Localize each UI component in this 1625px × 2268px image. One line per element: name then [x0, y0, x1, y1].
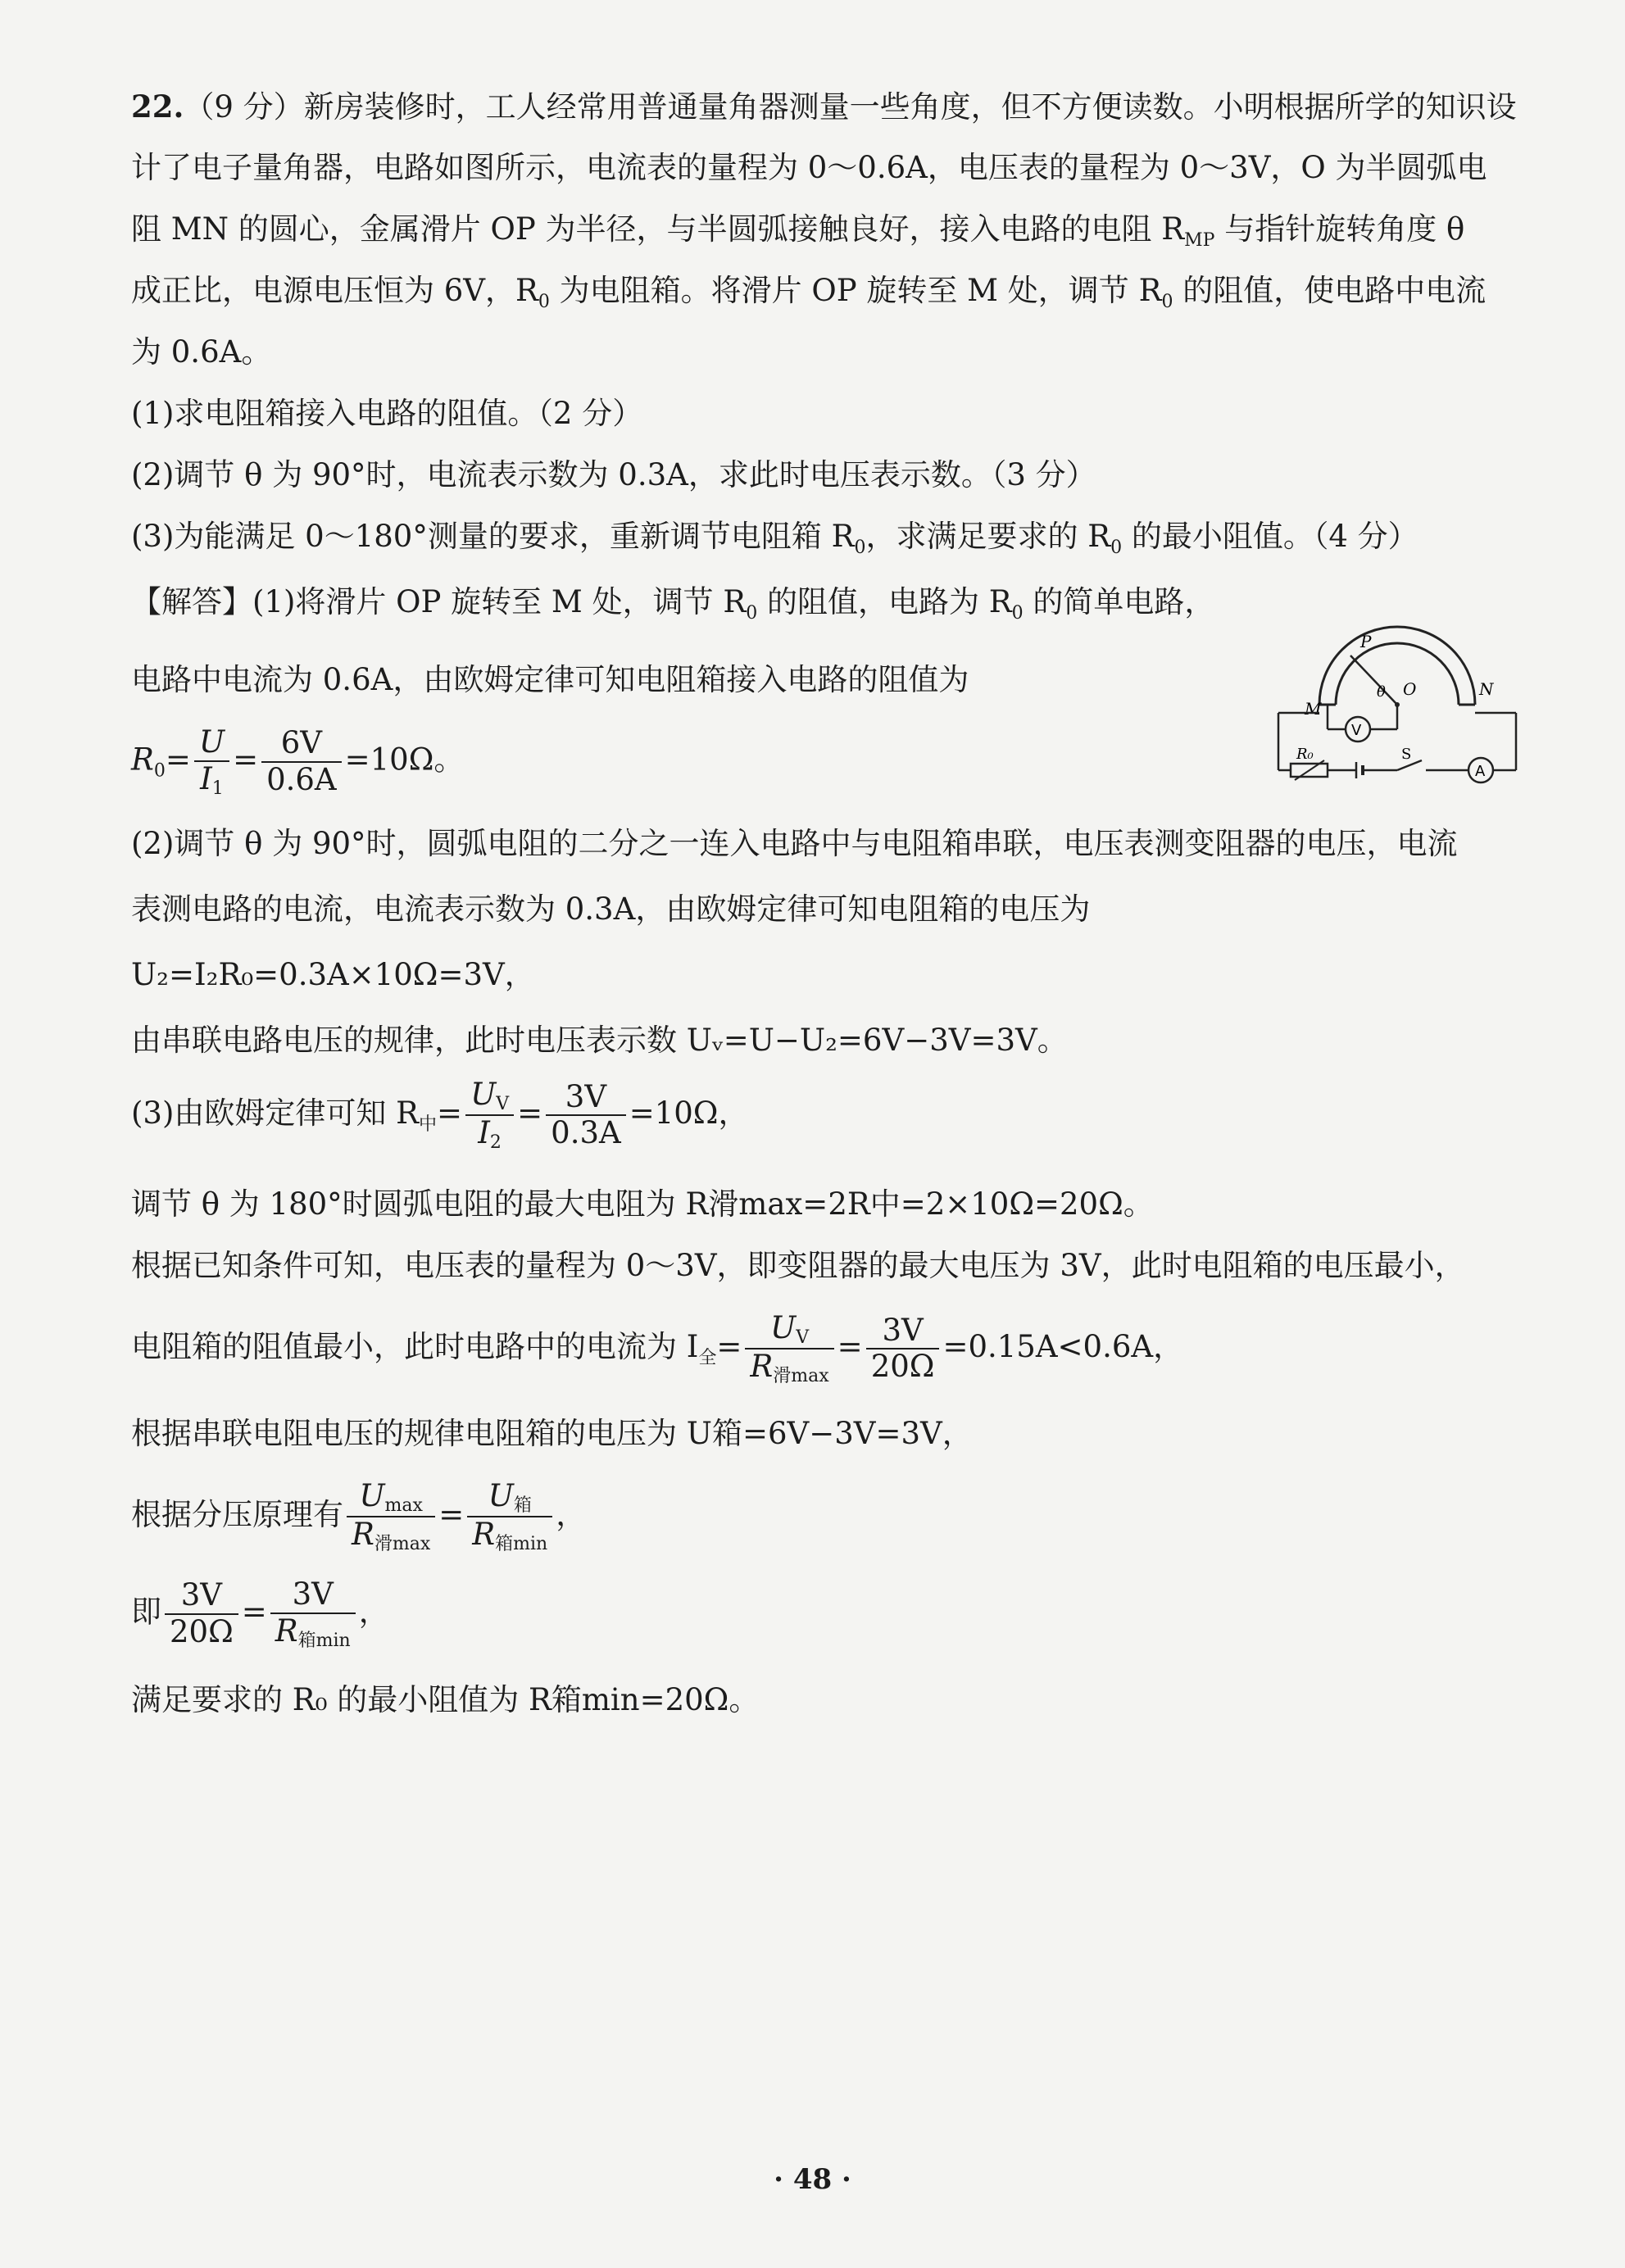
svg-text:V: V — [1351, 722, 1362, 739]
solution-line-5: U₂=I₂R₀=0.3A×10Ω=3V， — [131, 957, 535, 992]
solution-line-9: 根据串联电阻电压的规律电阻箱的电压为 U箱=6V−3V=3V， — [131, 1416, 973, 1451]
formula-current: 电阻箱的阻值最小，此时电路中的电流为 $I_全=$ $\frac{U_V}{R_{滑max}}$ = $\frac{3V}{20\Omega}$ =0.15A<0.6A， — [131, 1310, 1184, 1387]
question-part-2: (2)调节 θ 为 90°时，电流表示数为 0.3A，求此时电压表示数。（3 分） — [131, 457, 1096, 492]
question-part-3: (3)为能满足 0～180°测量的要求，重新调节电阻箱 $R_0$，求满足要求的 $R_0$ 的最小阻值。（4 分） — [131, 519, 1418, 558]
formula-ratio: 即 $\frac{3V}{20\Omega}$ = $\frac{3V}{R_{箱min}}$ ， — [131, 1576, 389, 1651]
question-line-4: 成正比，电源电压恒为 6V，$R_0$ 为电阻箱。将滑片 OP 旋转至 M 处，调节 $R_0$ 的阻值，使电路中电流 — [131, 273, 1487, 312]
solution-line-10: 满足要求的 R₀ 的最小阻值为 R箱min=20Ω。 — [131, 1682, 760, 1717]
label-p: P — [1360, 632, 1372, 651]
page-number: · 48 · — [774, 2163, 851, 2196]
arc-outer — [1319, 627, 1475, 705]
question-part-1: (1)求电阻箱接入电路的阻值。（2 分） — [131, 396, 643, 431]
label-o: O — [1403, 679, 1417, 699]
question-line-5: 为 0.6A。 — [131, 334, 272, 370]
arc-inner — [1336, 643, 1459, 705]
question-number: 22. — [131, 88, 184, 125]
solution-line-4: 表测电路的电流，电流表示数为 0.3A，由欧姆定律可知电阻箱的电压为 — [131, 891, 1091, 927]
solution-line-6: 由串联电路电压的规律，此时电压表示数 Uᵥ=U−U₂=6V−3V=3V。 — [131, 1023, 1068, 1058]
question-line-2: 计了电子量角器，电路如图所示，电流表的量程为 0～0.6A，电压表的量程为 0～3V，O 为半圆弧电 — [131, 150, 1487, 185]
slider-op — [1350, 655, 1397, 705]
solution-line-3: (2)调节 θ 为 90°时，圆弧电阻的二分之一连入电路中与电阻箱串联，电压表测变阻器的电压，电流 — [131, 826, 1458, 861]
solution-line-2: 电路中电流为 0.6A，由欧姆定律可知电阻箱接入电路的阻值为 — [131, 662, 969, 697]
solution-line-1: 【解答】(1)将滑片 OP 旋转至 M 处，调节 $R_0$ 的阻值，电路为 $R_0$ 的简单电路， — [131, 584, 1215, 624]
svg-text:A: A — [1475, 763, 1486, 780]
formula-r-mid: (3)由欧姆定律可知 $R_中=$ $\frac{U_V}{I_2}$ = $\frac{3V}{0.3A}$ =10Ω， — [131, 1077, 749, 1154]
label-theta: θ — [1377, 683, 1386, 701]
question-line-3: 阻 MN 的圆心，金属滑片 OP 为半径，与半圆弧接触良好，接入电路的电阻 $R_{MP}$ 与指针旋转角度 θ — [131, 211, 1465, 251]
question-line-1: 22.（9 分）新房装修时，工人经常用普通量角器测量一些角度，但不方便读数。小明根据所学的知识设 — [131, 88, 1517, 125]
circuit-diagram — [1254, 598, 1532, 787]
solution-line-7: 调节 θ 为 180°时圆弧电阻的最大电阻为 R滑max=2R中=2×10Ω=20Ω。 — [131, 1186, 1154, 1222]
svg-text:S: S — [1401, 746, 1412, 763]
label-m: M — [1305, 699, 1322, 719]
formula-divider: 根据分压原理有 $\frac{U_{max}}{R_{滑max}}$ = $\frac{U_箱}{R_{箱min}}$ ， — [131, 1478, 587, 1555]
formula-r0: $R_0=$ $\frac{U}{I_1}$ = $\frac{6V}{0.6A}$ =10Ω。 — [131, 724, 465, 799]
solution-line-8: 根据已知条件可知，电压表的量程为 0～3V，即变阻器的最大电压为 3V，此时电阻箱的电压最小， — [131, 1248, 1465, 1283]
svg-text:R₀: R₀ — [1296, 746, 1314, 763]
label-n: N — [1479, 679, 1494, 699]
